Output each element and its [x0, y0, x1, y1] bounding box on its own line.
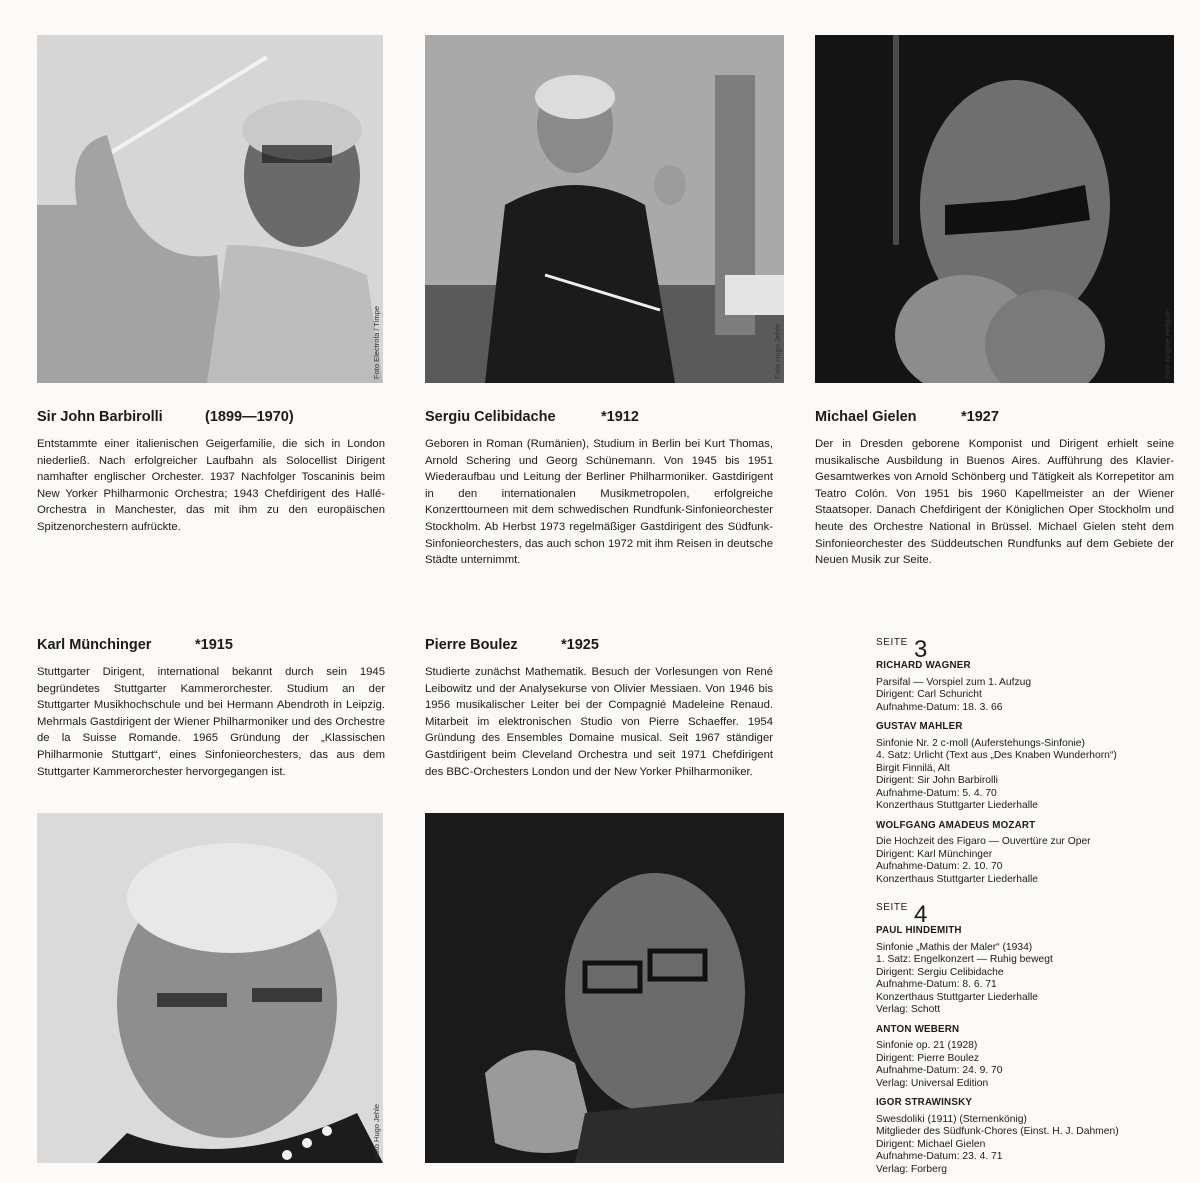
portrait-boulez-figure: [425, 813, 784, 1163]
side-3: [876, 628, 1176, 886]
composer-name: IGOR STRAWINSKY: [876, 1097, 973, 1108]
work-line: Aufnahme-Datum: 23. 4. 71: [876, 1151, 1003, 1162]
conductor-name: Michael Gielen: [815, 409, 917, 425]
photo-credit: Foto Hugo Jehle: [773, 1103, 782, 1159]
photo-barbirolli: [37, 35, 383, 383]
work-line: Konzerthaus Stuttgarter Liederhalle: [876, 991, 1038, 1003]
side-label: SEITE: [876, 636, 908, 648]
track-listing: [876, 628, 1176, 1183]
work-line: Dirigent: Michael Gielen: [876, 1138, 986, 1150]
work-line: Mitglieder des Südfunk-Chores (Einst. H. J. Dahmen): [876, 1126, 1119, 1137]
work-line: Konzerthaus Stuttgarter Liederhalle: [876, 873, 1038, 885]
bio-heading: [425, 637, 773, 655]
composer-name: RICHARD WAGNER: [876, 660, 971, 671]
work-entry: [876, 925, 1176, 1017]
work-line: Dirigent: Karl Münchinger: [876, 848, 993, 860]
work-line: Die Hochzeit des Figaro — Ouvertüre zur Oper: [876, 836, 1091, 847]
work-line: Verlag: Universal Edition: [876, 1077, 989, 1089]
bio-text: Entstammte einer italienischen Geigerfamilie, die sich in London niederließ. Nach erfolgreicher Laufbahn als Solocellist Dirigent namhafter englischer Orchester. 1937 Nachfolger Toscaninis beim New Yorker Philharmonic Orchestra; 1943 Chefdirigent des Hallé-Orchestra in Manchester, das mit ihm zu den europäischen Spitzenorchestern aufrückte.: [37, 438, 385, 533]
work-entry: [876, 1024, 1176, 1091]
work-line: Sinfonie „Mathis der Maler“ (1934): [876, 941, 1033, 953]
work-line: Dirigent: Sergiu Celibidache: [876, 966, 1004, 978]
work-line: Sinfonie Nr. 2 c-moll (Auferstehungs-Sinfonie): [876, 737, 1085, 749]
work-line: Aufnahme-Datum: 24. 9. 70: [876, 1065, 1003, 1076]
work-entry: [876, 1097, 1176, 1176]
work-line: Swesdoliki (1911) (Sternenkönig): [876, 1113, 1027, 1125]
work-line: Aufnahme-Datum: 8. 6. 71: [876, 979, 997, 990]
work-line: Aufnahme-Datum: 18. 3. 66: [876, 701, 1003, 713]
photo-gielen: [815, 35, 1174, 383]
conductor-dates: *1925: [561, 637, 599, 653]
side-4: [876, 893, 1176, 1176]
work-line: Aufnahme-Datum: 5. 4. 70: [876, 787, 997, 799]
bio-heading: [815, 409, 1174, 427]
composer-name: PAUL HINDEMITH: [876, 925, 962, 936]
composer-name: WOLFGANG AMADEUS MOZART: [876, 819, 1036, 831]
work-entry: [876, 820, 1176, 887]
photo-boulez: [425, 813, 784, 1163]
work-line: 1. Satz: Engelkonzert — Ruhig bewegt: [876, 954, 1053, 965]
photo-credit: Foto Electrola / Timpe: [372, 306, 381, 379]
bio-text: Stuttgarter Dirigent, international bekannt durch sein 1945 begründetes Stuttgarter Kammerorchester. Studium an der Stuttgarter Musikhochschule und bei Hermann Abendroth in Leipzig. Mehrmals Gastdirigent der Wiener Philharmoniker und des Orchestre de la Suisse Romande. 1965 Gründung der „Klassischen Philharmonie Stuttgart“, eines Sinfonieorchesters, das aus dem Stuttgarter Kammerorchester hervorgegangen ist.: [37, 666, 385, 778]
conductor-dates: (1899—1970): [205, 409, 294, 425]
work-line: Aufnahme-Datum: 2. 10. 70: [876, 861, 1003, 872]
work-line: Konzerthaus Stuttgarter Liederhalle: [876, 800, 1038, 811]
photo-celibidache: [425, 35, 784, 383]
bio-heading: [37, 409, 385, 427]
work-line: Dirigent: Carl Schuricht: [876, 689, 982, 700]
portrait-muenchinger-figure: [37, 813, 383, 1163]
photo-muenchinger: [37, 813, 383, 1163]
work-line: Birgit Finnilä, Alt: [876, 762, 950, 774]
side-label: SEITE: [876, 901, 908, 913]
conductor-name: Karl Münchinger: [37, 637, 152, 653]
conductor-dates: *1927: [961, 409, 999, 425]
composer-name: GUSTAV MAHLER: [876, 721, 963, 732]
portrait-celibidache-figure: [425, 35, 784, 383]
work-line: Parsifal — Vorspiel zum 1. Aufzug: [876, 676, 1032, 688]
conductor-name: Sir John Barbirolli: [37, 409, 163, 425]
bio-barbirolli: [37, 409, 385, 536]
bio-heading: [37, 637, 385, 655]
work-entry: [876, 721, 1176, 813]
bio-gielen: [815, 409, 1174, 569]
work-entry: [876, 660, 1176, 714]
work-line: Dirigent: Pierre Boulez: [876, 1052, 980, 1064]
conductor-dates: *1915: [195, 637, 233, 653]
bio-muenchinger: [37, 637, 385, 780]
bio-boulez: [425, 637, 773, 780]
work-line: Verlag: Forberg: [876, 1163, 947, 1175]
photo-credit: Foto Hugo Jehle: [773, 323, 782, 379]
portrait-barbirolli-figure: [37, 35, 383, 383]
bio-heading: [425, 409, 773, 427]
conductor-dates: *1912: [601, 409, 639, 425]
side-number: 4: [914, 900, 928, 928]
work-line: Dirigent: Sir John Barbirolli: [876, 775, 998, 786]
bio-text: Der in Dresden geborene Komponist und Dirigent erhielt seine musikalische Ausbildung in Buenos Aires. Aufführung des Klavier-Gesamtwerkes von Arnold Schönberg und Tätigkeit als Korrepetitor am Teatro Colón. Von 1951 bis 1960 Kapellmeister an der Wiener Staatsoper. Danach Chefdirigent der Königlichen Oper Stockholm und heute des Orchestre National in Brüssel. Michael Gielen steht dem Sinfonieorchester des Süddeutschen Rundfunks auf dem Gebiete der Neuen Musik zur Seite.: [815, 438, 1174, 567]
work-line: Sinfonie op. 21 (1928): [876, 1040, 978, 1051]
photo-credit: Foto Brigitte Hellgoth: [1163, 308, 1172, 379]
bio-text: Geboren in Roman (Rumänien), Studium in Berlin bei Kurt Thomas, Arnold Schering und Georg Schünemann. Von 1945 bis 1951 Wiederaufbau und Leitung der Berliner Philharmoniker. Gastdirigent in den internationalen Musikmetropolen, erfolgreiche Konzerttourneen mit dem schwedischen Rundfunk-Sinfonieorchester Stockholm. Ab Herbst 1973 regelmäßiger Gastdirigent des Südfunk-Sinfonieorchesters, das auch schon 1972 mit ihm Reisen in deutsche Städte unternimmt.: [425, 438, 773, 567]
bio-celibidache: [425, 409, 773, 569]
conductor-name: Pierre Boulez: [425, 637, 518, 653]
portrait-gielen-figure: [815, 35, 1174, 383]
work-line: Verlag: Schott: [876, 1004, 941, 1015]
work-line: 4. Satz: Urlicht (Text aus „Des Knaben Wunderhorn“): [876, 750, 1117, 761]
photo-credit: Foto Hugo Jehle: [372, 1103, 381, 1159]
side-heading: [876, 893, 1176, 928]
conductor-name: Sergiu Celibidache: [425, 409, 556, 425]
side-number: 3: [914, 635, 928, 663]
side-heading: [876, 628, 1176, 663]
bio-text: Studierte zunächst Mathematik. Besuch der Vorlesungen von René Leibowitz und der Analysekurse von Olivier Messiaen. Von 1946 bis 1956 musikalischer Leiter bei der Compagnié Madeleine Renaud. Mitarbeit im elektronischen Studio von Pierre Schaeffer. 1954 Gründung des Ensembles Domaine musical. Seit 1967 ständiger Gastdirigent beim Cleveland Orchestra und seit 1971 Chefdirigent des BBC-Orchesters London und der New Yorker Philharmoniker.: [425, 666, 773, 778]
composer-name: ANTON WEBERN: [876, 1023, 960, 1035]
